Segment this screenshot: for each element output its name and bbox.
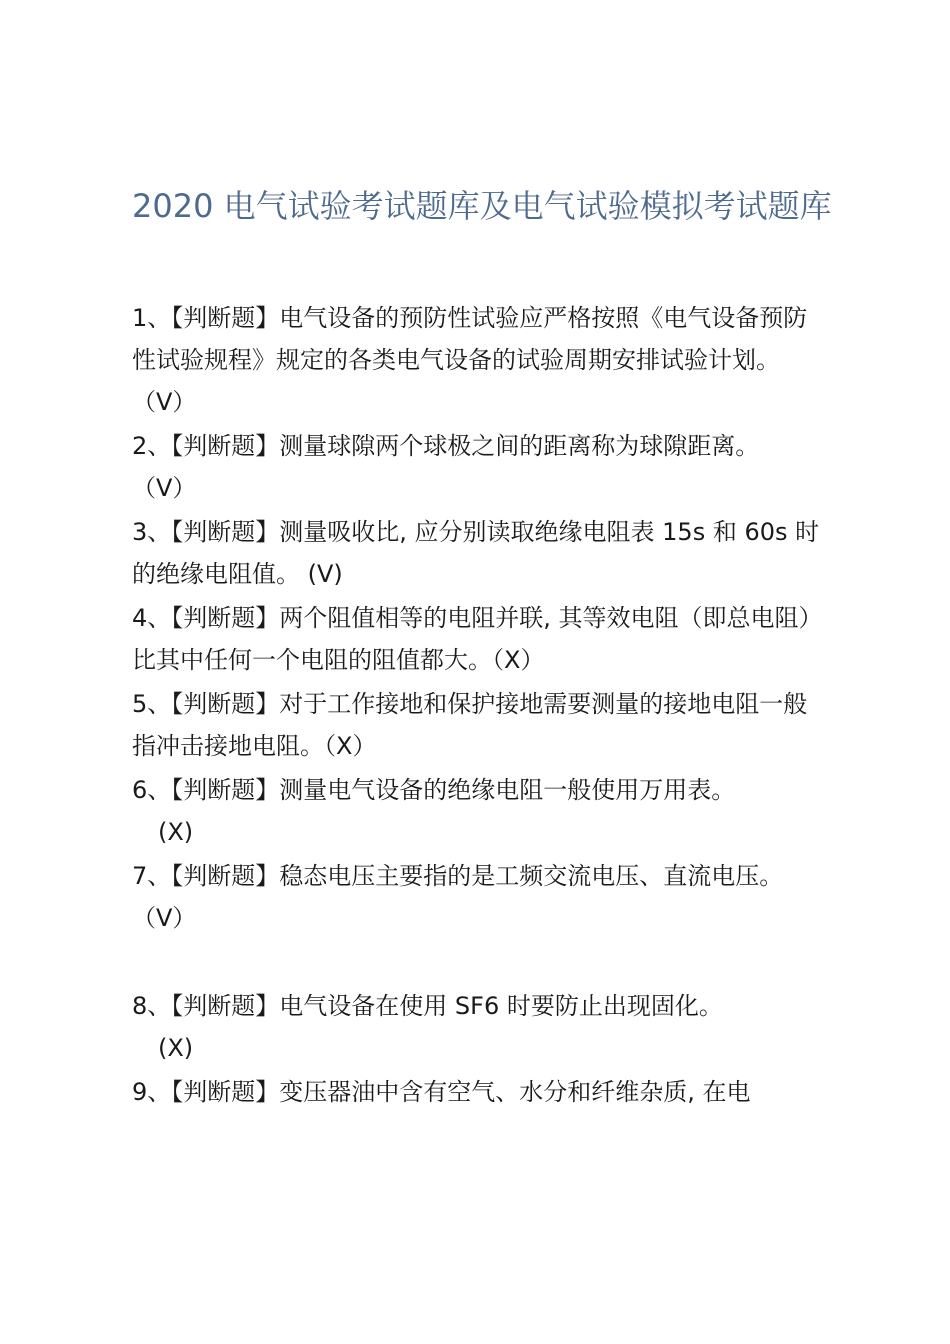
question-number: 4、 [132, 604, 172, 632]
question-text: 测量吸收比, 应分别读取绝缘电阻表 15s 和 60s 时的绝缘电阻值。 [132, 518, 820, 588]
question-item-9 [132, 1071, 822, 1113]
question-text: 稳态电压主要指的是工频交流电压、直流电压。 [279, 862, 784, 890]
question-item-7 [132, 855, 822, 939]
question-text: 电气设备在使用 SF6 时要防止出现固化。 [279, 992, 723, 1020]
question-type: 【判断题】 [171, 862, 280, 890]
question-number: 6、 [132, 776, 172, 804]
question-item-4 [132, 597, 822, 681]
question-type: 【判断题】 [171, 776, 280, 804]
question-answer: (X) [158, 818, 194, 846]
question-type: 【判断题】 [171, 690, 280, 718]
question-number: 2、 [132, 432, 172, 460]
question-text: 测量球隙两个球极之间的距离称为球隙距离。 [279, 432, 760, 460]
question-answer: (X) [158, 1034, 194, 1062]
question-answer: （X） [492, 646, 545, 674]
question-item-3 [132, 511, 822, 595]
question-type: 【判断题】 [171, 518, 280, 546]
question-type: 【判断题】 [171, 992, 280, 1020]
question-number: 7、 [132, 862, 172, 890]
question-answer: (V) [300, 560, 343, 588]
question-number: 9、 [132, 1078, 172, 1106]
question-type: 【判断题】 [171, 432, 280, 460]
question-text: 变压器油中含有空气、水分和纤维杂质, 在电 [279, 1078, 751, 1106]
question-item-6 [132, 769, 822, 853]
question-number: 1、 [132, 304, 172, 332]
question-type: 【判断题】 [171, 304, 280, 332]
question-text: 两个阻值相等的电阻并联, 其等效电阻（即总电阻）比其中任何一个电阻的阻值都大。 [132, 604, 811, 674]
question-item-5 [132, 683, 822, 767]
question-number: 8、 [132, 992, 172, 1020]
question-item-2 [132, 425, 822, 509]
question-answer: （X） [324, 732, 377, 760]
question-answer: （V） [132, 474, 197, 502]
question-text: 对于工作接地和保护接地需要测量的接地电阻一般指冲击接地电阻。 [132, 690, 808, 760]
question-number: 3、 [132, 518, 172, 546]
question-list [132, 297, 822, 1115]
question-item-1 [132, 297, 822, 423]
question-answer: （V） [132, 904, 197, 932]
question-type: 【判断题】 [171, 604, 280, 632]
question-item-8 [132, 985, 822, 1069]
question-number: 5、 [132, 690, 172, 718]
question-answer: （V） [132, 388, 197, 416]
question-type: 【判断题】 [171, 1078, 280, 1106]
document-title: 2020 电气试验考试题库及电气试验模拟考试题库 [132, 187, 832, 225]
question-text: 测量电气设备的绝缘电阻一般使用万用表。 [279, 776, 736, 804]
question-text: 电气设备的预防性试验应严格按照《电气设备预防性试验规程》规定的各类电气设备的试验周期安排试验计划。 [132, 304, 808, 374]
